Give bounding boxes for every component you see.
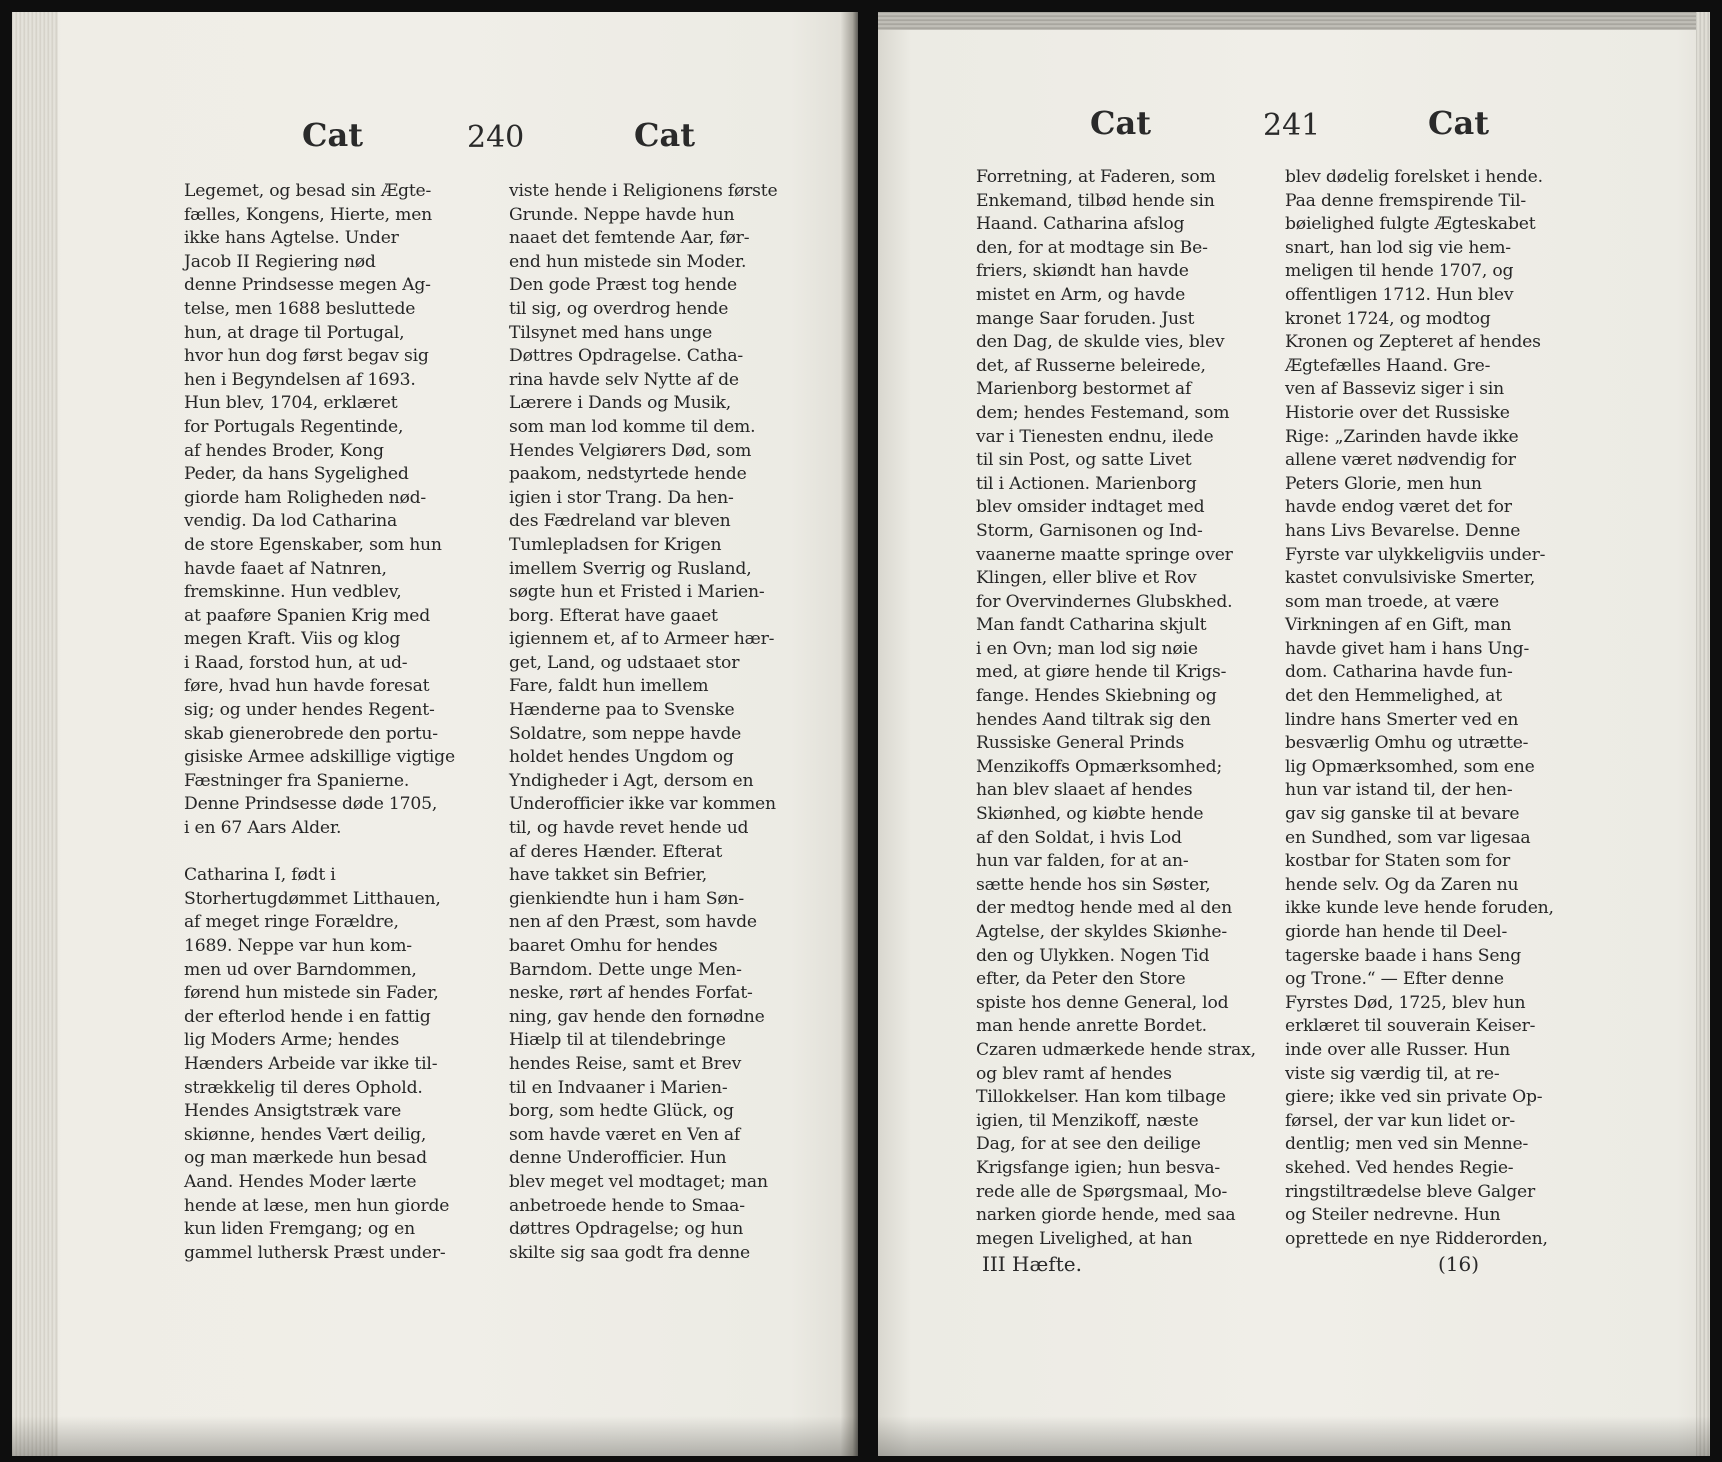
left-page (12, 12, 858, 1456)
running-head-left: Cat (1090, 104, 1151, 142)
page-edge-stack (12, 12, 58, 1456)
book-gutter (840, 12, 858, 1456)
running-head-left: Cat (302, 116, 363, 154)
page-number: 241 (1263, 108, 1321, 143)
page-shadow (12, 1416, 858, 1456)
page-edge-stack (1696, 12, 1710, 1456)
page-edge-top (878, 12, 1710, 30)
page-shadow (878, 1416, 1710, 1456)
signature-mark: III Hæfte. (982, 1252, 1082, 1276)
text-column-2: blev dødelig forelsket i hende. Paa denne fremspirende Til- bøielighed fulgte Ægteskabet snart, han lod sig vie hem- meligen til hende 1707, og offentligen 1712. Hun blev kronet 1724, og modtog Kronen og Zepteret af hendes Ægtefælles Haand. Gre- ven af Basseviz siger i sin Historie over det Russiske Rige: „Zarinden havde ikke allene været nødvendig for Peters Glorie, men hun havde endog været det for hans Livs Bevarelse. Denne Fyrste var ulykkeligviis under- kastet convulsiviske Smerter, som man troede, at være Virkningen af en Gift, man havde givet ham i hans Ung- dom. Catharina havde fun- det den Hemmelighed, at lindre hans Smerter ved en besværlig Omhu og utrætte- lig Opmærksomhed, som ene hun var istand til, der hen- gav sig ganske til at bevare en Sundhed, som var ligesaa kostbar for Staten som for hende selv. Og da Zaren nu ikke kunde leve hende foruden, giorde han hende til Deel- tagerske baade i hans Seng og Trone.“ — Efter denne Fyrstes Død, 1725, blev hun erklæret til souverain Keiser- inde over alle Russer. Hun viste sig værdig til, at re- giere; ikke ved sin private Op- førsel, der var kun lidet or- dentlig; men ved sin Menne- skehed. Ved hendes Regie- ringstiltrædelse bleve Galger og Steiler nedrevne. Hun oprettede en nye Ridderorden, (1285, 167, 1554, 1249)
text-column-2: viste hende i Religionens første Grunde. Neppe havde hun naaet det femtende Aar, før- end hun mistede sin Moder. Den gode Præst tog hende til sig, og overdrog hende Tilsynet med hans unge Døttres Opdragelse. Catha- rina havde selv Nytte af de Lærere i Dands og Musik, som man lod komme til dem. Hendes Velgiørers Død, som paakom, nedstyrtede hende igien i stor Trang. Da hen- des Fædreland var bleven Tumlepladsen for Krigen imellem Sverrig og Rusland, søgte hun et Fristed i Marien- borg. Efterat have gaaet igiennem et, af to Armeer hær- get, Land, og udstaaet stor Fare, faldt hun imellem Hænderne paa to Svenske Soldatre, som neppe havde holdet hendes Ungdom og Yndigheder i Agt, dersom en Underofficier ikke var kommen til, og havde revet hende ud af deres Hænder. Efterat have takket sin Befrier, gienkiendte hun i ham Søn- nen af den Præst, som havde baaret Omhu for hendes Barndom. Dette unge Men- neske, rørt af hendes Forfat- ning, gav hende den fornødne Hiælp til at tilendebringe hendes Reise, samt et Brev til en Indvaaner i Marien- borg, som hedte Glück, og som havde været en Ven af denne Underofficier. Hun blev meget vel modtaget; man anbetroede hende to Smaa- døttres Opdragelse; og hun skilte sig saa godt fra denne (509, 181, 778, 1263)
gathering-number: (16) (1438, 1252, 1480, 1276)
text-column-1: Forretning, at Faderen, som Enkemand, tilbød hende sin Haand. Catharina afslog den, for at modtage sin Be- friers, skiøndt han havde mistet en Arm, og havde mange Saar foruden. Just den Dag, de skulde vies, blev det, af Russerne beleirede, Marienborg bestormet af dem; hendes Festemand, som var i Tienesten endnu, ilede til sin Post, og satte Livet til i Actionen. Marienborg blev omsider indtaget med Storm, Garnisonen og Ind- vaanerne maatte springe over Klingen, eller blive et Rov for Overvindernes Glubskhed. Man fandt Catharina skjult i en Ovn; man lod sig nøie med, at giøre hende til Krigs- fange. Hendes Skiebning og hendes Aand tiltrak sig den Russiske General Prinds Menzikoffs Opmærksomhed; han blev slaaet af hendes Skiønhed, og kiøbte hende af den Soldat, i hvis Lod hun var falden, for at an- sætte hende hos sin Søster, der medtog hende med al den Agtelse, der skyldes Skiønhe- den og Ulykken. Nogen Tid efter, da Peter den Store spiste hos denne General, lod man hende anrette Bordet. Czaren udmærkede hende strax, og blev ramt af hendes Tillokkelser. Han kom tilbage igien, til Menzikoff, næste Dag, for at see den deilige Krigsfange igien; hun besva- rede alle de Spørgsmaal, Mo- narken giorde hende, med saa megen Livelighed, at han (976, 167, 1256, 1249)
running-head-right: Cat (634, 116, 695, 154)
running-head-right: Cat (1428, 104, 1489, 142)
text-column-1: Legemet, og besad sin Ægte- fælles, Kongens, Hierte, men ikke hans Agtelse. Under Jacob II Regiering nød denne Prindsesse megen Ag- telse, men 1688 besluttede hun, at drage til Portugal, hvor hun dog først begav sig hen i Begyndelsen af 1693. Hun blev, 1704, erklæret for Portugals Regentinde, af hendes Broder, Kong Peder, da hans Sygelighed giorde ham Roligheden nød- vendig. Da lod Catharina de store Egenskaber, som hun havde faaet af Natnren, fremskinne. Hun vedblev, at paaføre Spanien Krig med megen Kraft. Viis og klog i Raad, forstod hun, at ud- føre, hvad hun havde foresat sig; og under hendes Regent- skab gienerobrede den portu- gisiske Armee adskillige vigtige Fæstninger fra Spanierne. Denne Prindsesse døde 1705, i en 67 Aars Alder. Catharina I, født i Storhertugdømmet Litthauen, af meget ringe Forældre, 1689. Neppe var hun kom- men ud over Barndommen, førend hun mistede sin Fader, der efterlod hende i en fattig lig Moders Arme; hendes Hænders Arbeide var ikke til- strækkelig til deres Ophold. Hendes Ansigtstræk vare skiønne, hendes Vært deilig, og man mærkede hun besad Aand. Hendes Moder lærte hende at læse, men hun giorde kun liden Fremgang; og en gammel luthersk Præst under- (184, 181, 455, 1263)
page-number: 240 (467, 120, 525, 155)
right-page (878, 12, 1710, 1456)
